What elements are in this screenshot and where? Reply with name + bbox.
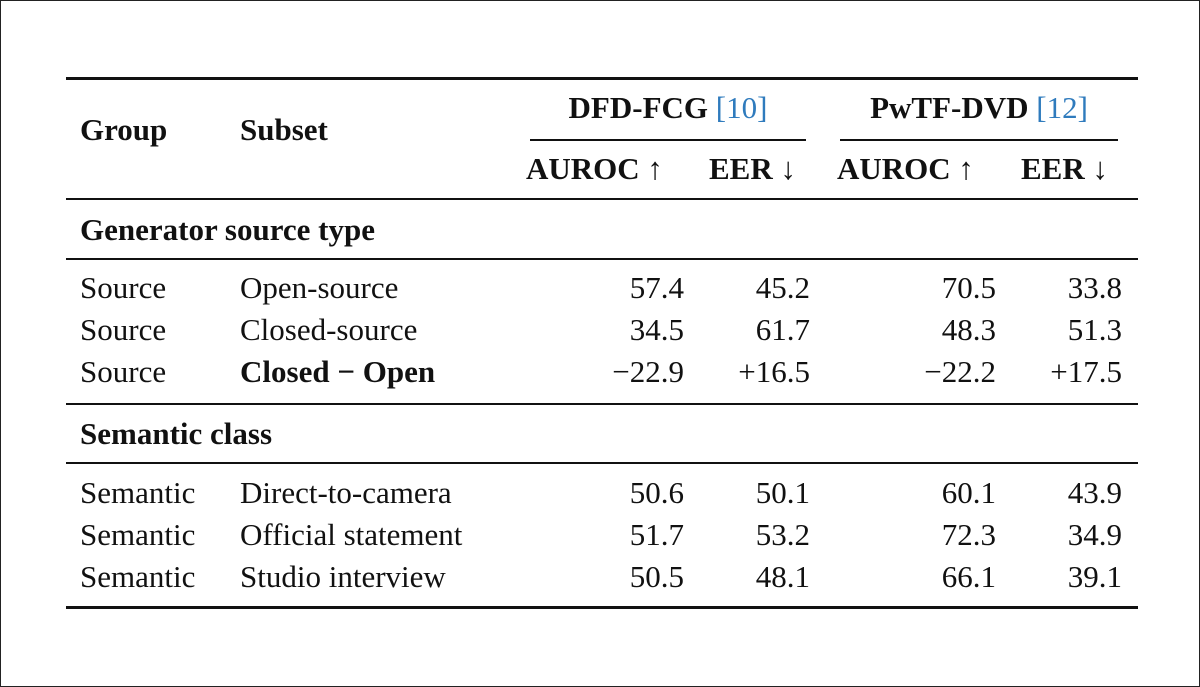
cell-value: 72.3 <box>941 517 996 552</box>
header-dataset-dfd-fcg: DFD-FCG [10] <box>568 90 768 125</box>
cell-subset: Open-source <box>240 270 399 305</box>
header-metric-auroc: AUROC ↑ <box>837 151 974 186</box>
cell-value: 53.2 <box>755 517 810 552</box>
cmidrule-pwtf-dvd <box>840 139 1118 141</box>
cell-value: 39.1 <box>1067 559 1122 594</box>
cell-value: 57.4 <box>629 270 684 305</box>
cell-value: −22.9 <box>612 354 684 389</box>
cell-group: Semantic <box>80 517 196 552</box>
citation-link[interactable]: [10] <box>715 90 768 125</box>
section-title: Semantic class <box>80 416 273 451</box>
cell-subset-difference: Closed − Open <box>240 354 436 389</box>
cell-value: 43.9 <box>1067 475 1122 510</box>
cell-value: 51.3 <box>1067 312 1122 347</box>
header-metric-auroc: AUROC ↑ <box>526 151 663 186</box>
header-metric-eer: EER ↓ <box>709 151 796 186</box>
cell-group: Semantic <box>80 559 196 594</box>
citation-link[interactable]: [12] <box>1036 90 1088 125</box>
cell-value: 51.7 <box>629 517 684 552</box>
header-dataset-pwtf-dvd: PwTF-DVD [12] <box>870 90 1088 125</box>
cell-value: 66.1 <box>941 559 996 594</box>
header-metric-eer: EER ↓ <box>1021 151 1108 186</box>
cell-value: 48.1 <box>755 559 810 594</box>
section-1-rule <box>66 258 1138 260</box>
cell-subset: Official statement <box>240 517 463 552</box>
bottom-rule <box>66 606 1138 609</box>
header-subset: Subset <box>240 112 328 147</box>
cell-value: +16.5 <box>738 354 810 389</box>
top-rule <box>66 77 1138 80</box>
cell-value: 48.3 <box>941 312 996 347</box>
cell-value: 70.5 <box>941 270 996 305</box>
cell-value: 61.7 <box>755 312 810 347</box>
cell-subset: Closed-source <box>240 312 418 347</box>
cell-subset: Studio interview <box>240 559 446 594</box>
cell-group: Source <box>80 312 167 347</box>
section-2-rule <box>66 462 1138 464</box>
cell-value: 60.1 <box>941 475 996 510</box>
header-group: Group <box>80 112 168 147</box>
cell-value: 34.9 <box>1067 517 1122 552</box>
cell-value: 33.8 <box>1067 270 1122 305</box>
cell-group: Source <box>80 270 167 305</box>
header-rule <box>66 198 1138 200</box>
cell-value: 45.2 <box>755 270 810 305</box>
cell-subset: Direct-to-camera <box>240 475 452 510</box>
cell-group: Source <box>80 354 167 389</box>
cmidrule-dfd-fcg <box>530 139 806 141</box>
section-title: Generator source type <box>80 212 375 247</box>
cell-value: −22.2 <box>924 354 996 389</box>
cell-value: 50.1 <box>755 475 810 510</box>
cell-group: Semantic <box>80 475 196 510</box>
cell-value: 34.5 <box>629 312 684 347</box>
cell-value: 50.5 <box>629 559 684 594</box>
cell-value: 50.6 <box>629 475 684 510</box>
section-2-top-rule <box>66 403 1138 405</box>
cell-value: +17.5 <box>1050 354 1122 389</box>
